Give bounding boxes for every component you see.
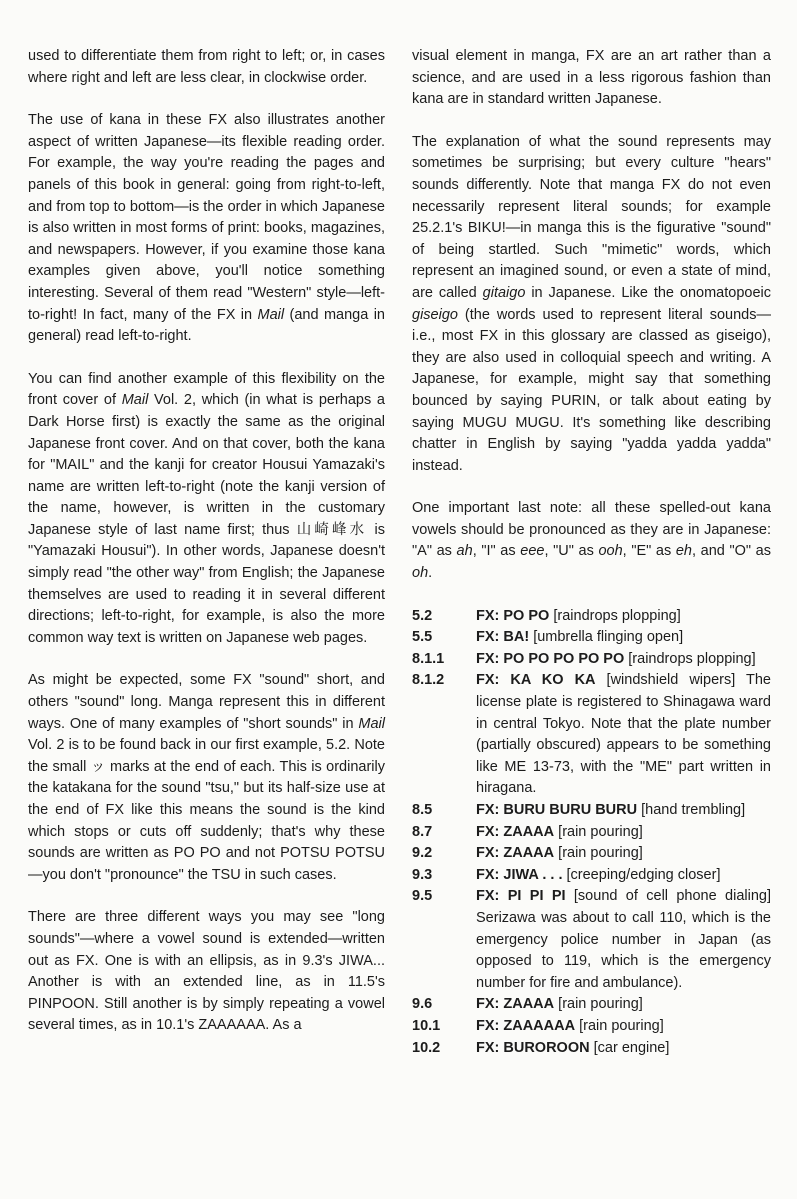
page-ref: 5.2 bbox=[412, 607, 433, 624]
text: in Japanese. Like the onomatopoeic bbox=[525, 284, 771, 301]
term-italic: gitaigo bbox=[482, 284, 526, 301]
paragraph bbox=[28, 670, 385, 886]
term-italic: ah bbox=[456, 543, 473, 560]
fx-term: FX: KA KO KA bbox=[476, 672, 596, 689]
paragraph: used to differentiate them from right to left; or, in cases where right and left are less clear, in clockwise order. bbox=[28, 48, 385, 86]
text: The explanation of what the sound represents may sometimes be surprising; but every culture "hears" sounds differently. Note that manga FX do not even necessarily represent literal sounds; for example 25.2.1's BIKU!—in manga this is the figurative "sound" of being startled. Such "mimetic" words, which represent an imagined sound, or even a state of mind, are called bbox=[412, 133, 771, 301]
fx-description: [rain pouring] bbox=[575, 1017, 664, 1034]
glossary-entry bbox=[412, 670, 771, 800]
text: You can find another example of this flexibility on the front cover of bbox=[28, 370, 385, 409]
right-column bbox=[412, 46, 771, 1059]
fx-description: [rain pouring] bbox=[554, 996, 643, 1013]
glossary-entry bbox=[412, 1038, 771, 1060]
page-ref: 9.6 bbox=[412, 996, 433, 1013]
fx-term: FX: PO PO bbox=[476, 607, 550, 624]
text: (the words used to represent literal sounds—i.e., most FX in this glossary are classed as giseigo), they are also used in colloquial speech and writing. A Japanese, for example, might say that something bounced by saying PURIN, or talk about eating by saying MUGU MUGU. It's something like describing chatter in English by saying "yadda yadda yadda" instead. bbox=[412, 306, 771, 474]
text: . bbox=[428, 565, 433, 582]
glossary-entry bbox=[412, 1016, 771, 1038]
fx-term: FX: BURU BURU BURU bbox=[476, 802, 638, 818]
paragraph bbox=[412, 498, 771, 584]
glossary-entry bbox=[412, 994, 771, 1016]
glossary-entry bbox=[412, 843, 771, 865]
fx-description: [hand trembling] bbox=[637, 802, 746, 818]
fx-term: FX: ZAAAAAA bbox=[476, 1017, 576, 1034]
entry-text bbox=[476, 649, 771, 671]
text: , and "O" as bbox=[692, 543, 771, 560]
entry-text bbox=[476, 822, 771, 844]
fx-description: [rain pouring] bbox=[554, 845, 643, 862]
page-ref: 8.1.1 bbox=[412, 650, 445, 667]
fx-description: [rain pouring] bbox=[554, 823, 643, 840]
title-italic: Mail bbox=[257, 306, 285, 323]
page-ref: 8.7 bbox=[412, 823, 433, 840]
left-column bbox=[28, 46, 385, 1058]
fx-description: [raindrops plopping] bbox=[549, 607, 681, 624]
paragraph bbox=[28, 369, 385, 650]
page-ref: 9.3 bbox=[412, 866, 433, 883]
page-ref: 9.2 bbox=[412, 845, 433, 862]
entry-text bbox=[476, 886, 771, 994]
entry-text bbox=[476, 994, 771, 1016]
text: , "U" as bbox=[544, 543, 599, 560]
page-ref: 5.5 bbox=[412, 629, 433, 646]
paragraph bbox=[28, 110, 385, 348]
page-ref: 10.2 bbox=[412, 1039, 441, 1056]
title-italic: Mail bbox=[358, 715, 385, 732]
fx-term: FX: BUROROON bbox=[476, 1039, 590, 1056]
fx-description: [raindrops plopping] bbox=[624, 650, 756, 667]
text: , "E" as bbox=[622, 543, 676, 560]
page-ref: 9.5 bbox=[412, 888, 433, 905]
term-italic: eh bbox=[675, 543, 692, 560]
fx-term: FX: PI PI PI bbox=[476, 888, 566, 905]
fx-term: FX: BA! bbox=[476, 629, 530, 646]
paragraph: visual element in manga, FX are an art rather than a science, and are used in a less rigorous fashion than kana are in standard written Japanese. bbox=[412, 48, 771, 108]
text: The use of kana in these FX also illustrates another aspect of written Japanese—its flexible reading order. For example, the way you're reading the pages and panels of this book in general: going from right-to-left, and from top to bottom—is the order in which Japanese is also written in most forms of print: books, magazines, and newspapers. However, if you examine those kana examples given above, you'll notice something interesting. Several of them read "Western" style—left-to-right! In fact, many of the FX in bbox=[28, 112, 385, 323]
entry-text bbox=[476, 670, 771, 800]
page-ref: 8.1.2 bbox=[412, 672, 445, 689]
entry-text bbox=[476, 1038, 771, 1060]
fx-glossary-list bbox=[412, 606, 771, 1059]
page-ref: 10.1 bbox=[412, 1017, 441, 1034]
paragraph: There are three different ways you may see "long sounds"—where a vowel sound is extended—written out as FX. One is with an ellipsis, as in 9.3's JIWA... Another is with an extended line, as in 11.5's PINPOON. Still another is by simply repeating a vowel several times, as in 10.1's ZAAAAAA. As a bbox=[28, 909, 385, 1034]
entry-text bbox=[476, 627, 771, 649]
fx-description: [car engine] bbox=[589, 1039, 670, 1056]
fx-description: [creeping/edging closer] bbox=[562, 866, 721, 883]
text: One important last note: all these spelled-out kana vowels should be pronounced as they are in Japanese: "A" as bbox=[412, 500, 771, 560]
glossary-entry bbox=[412, 606, 771, 628]
term-italic: ooh bbox=[598, 543, 623, 560]
title-italic: Mail bbox=[121, 392, 149, 409]
fx-term: FX: PO PO PO PO PO bbox=[476, 650, 625, 667]
page-ref: 8.5 bbox=[412, 802, 433, 818]
fx-description: [umbrella flinging open] bbox=[529, 629, 684, 646]
fx-term: FX: ZAAAA bbox=[476, 823, 555, 840]
text: (and manga in general) read left-to-right. bbox=[28, 306, 386, 345]
entry-text bbox=[476, 606, 771, 628]
glossary-entry bbox=[412, 800, 771, 822]
glossary-entry bbox=[412, 886, 771, 994]
text: , "I" as bbox=[472, 543, 521, 560]
fx-term: FX: ZAAAA bbox=[476, 845, 555, 862]
term-italic: eee bbox=[520, 543, 545, 560]
text: Vol. 2, which (in what is perhaps a Dark Horse first) is exactly the same as the original Japanese front cover. And on that cover, both the kana for "MAIL" and the kanji for creator Housui Yamazaki's name are written left-to-right (note the kanji version of the name, however, is written in the customary Japanese style of last name first; thus 山崎峰水 is "Yamazaki Housui"). In other words, Japanese doesn't simply read "the other way" from English; the Japanese themselves are used to reading it in several different directions; left-to-right, for example, is also the more common way text is written on Japanese web pages. bbox=[28, 392, 385, 646]
entry-text bbox=[476, 843, 771, 865]
fx-term: FX: JIWA . . . bbox=[476, 866, 563, 883]
fx-description: [sound of cell phone dialing] Serizawa was about to call 110, which is the emergency police number in Japan (as opposed to 119, which is the emergency number for fire and ambulance). bbox=[476, 888, 771, 991]
paragraph bbox=[412, 132, 771, 478]
fx-description: [windshield wipers] The license plate is registered to Shinagawa ward in central Tokyo. Note that the plate number (partially obscured) appears to be something like ME 13-73, with the "ME" part written in hiragana. bbox=[476, 672, 771, 797]
glossary-entry bbox=[412, 627, 771, 649]
text: As might be expected, some FX "sound" short, and others "sound" long. Manga represent this in different ways. One of many examples of "short sounds" in bbox=[28, 672, 385, 732]
entry-text bbox=[476, 800, 771, 822]
glossary-entry bbox=[412, 865, 771, 887]
fx-term: FX: ZAAAA bbox=[476, 996, 555, 1013]
term-italic: giseigo bbox=[412, 306, 458, 323]
glossary-entry bbox=[412, 649, 771, 671]
glossary-entry bbox=[412, 822, 771, 844]
text: Vol. 2 is to be found back in our first example, 5.2. Note the small ッ marks at the end of each. This is ordinarily the katakana for the sound "tsu," but its half-size use at the end of FX like this means the sound is the kind which stops or cuts off suddenly; that's why these sounds are written as PO PO and not POTSU POTSU—you don't "pronounce" the TSU in such cases. bbox=[28, 737, 385, 883]
entry-text bbox=[476, 1016, 771, 1038]
term-italic: oh bbox=[412, 565, 429, 582]
entry-text bbox=[476, 865, 771, 887]
